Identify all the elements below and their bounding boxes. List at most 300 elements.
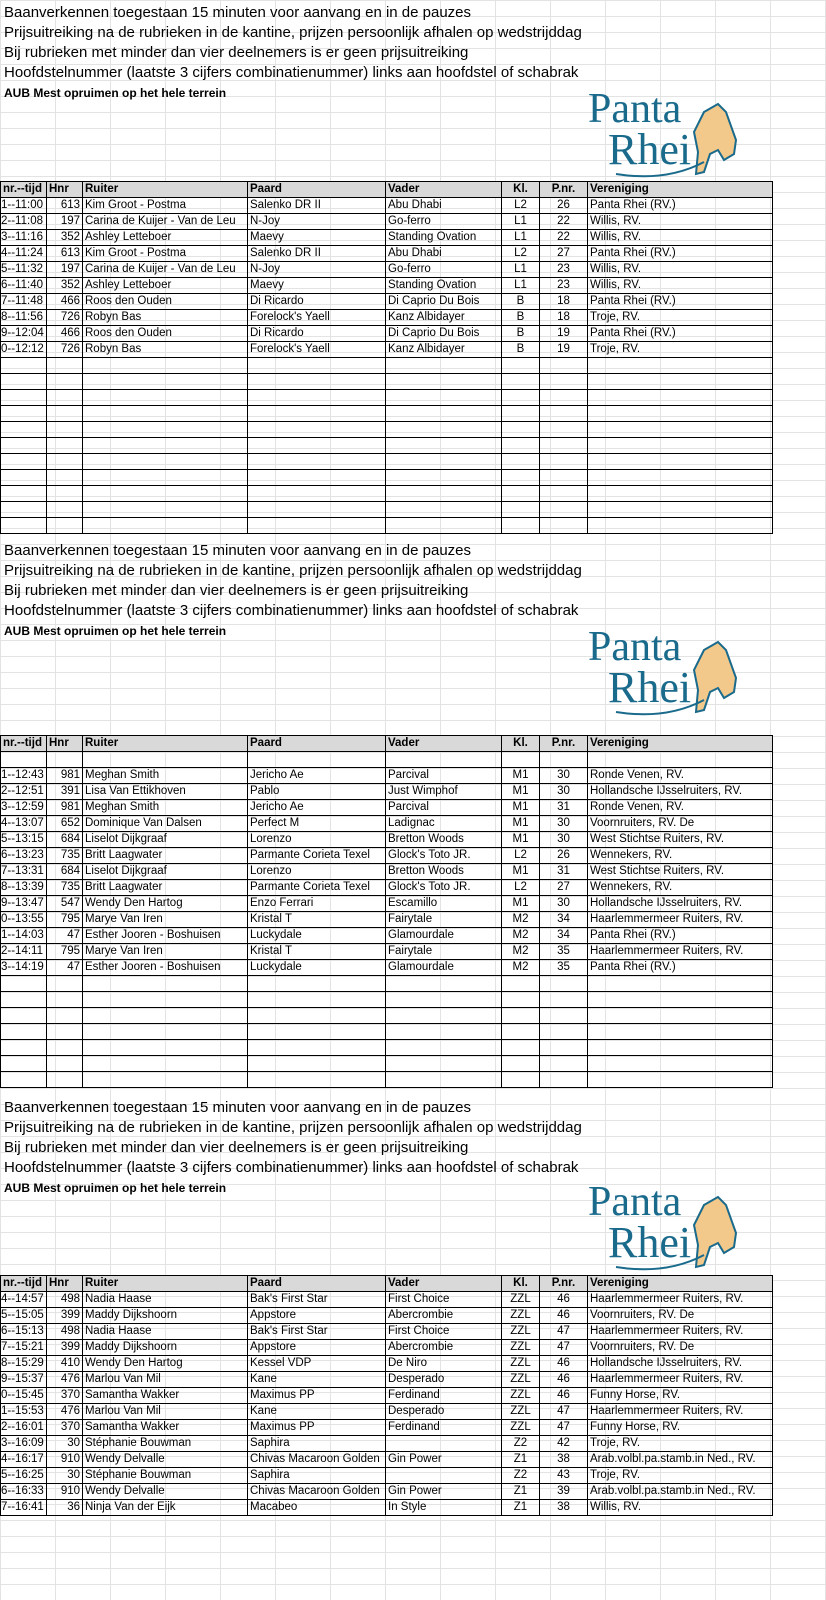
cell-vereniging: Troje, RV.	[588, 1468, 773, 1484]
cell-pnr: 30	[540, 784, 588, 800]
empty-row	[1, 358, 773, 374]
cell-nr-tijd: 0--15:45	[1, 1388, 47, 1404]
table-row	[1, 1372, 773, 1388]
empty-cell	[83, 1008, 248, 1024]
empty-cell	[540, 502, 588, 518]
table-row	[1, 230, 773, 246]
cell-paard: Parmante Corieta Texel	[248, 880, 386, 896]
cell-vader: Abu Dhabi	[386, 198, 502, 214]
empty-cell	[386, 502, 502, 518]
note-4: Hoofdstelnummer (laatste 3 cijfers combinatienummer) links aan hoofdstel of schabrak	[4, 1159, 579, 1176]
cell-ruiter: Kim Groot - Postma	[83, 246, 248, 262]
cell-hnr: 547	[47, 896, 83, 912]
cell-nr-tijd: 3--16:09	[1, 1436, 47, 1452]
empty-cell	[588, 1024, 773, 1040]
empty-cell	[1, 486, 47, 502]
empty-cell	[502, 1024, 540, 1040]
note-4: Hoofdstelnummer (laatste 3 cijfers combinatienummer) links aan hoofdstel of schabrak	[4, 602, 579, 619]
cell-paard: Lorenzo	[248, 832, 386, 848]
empty-cell	[502, 1072, 540, 1088]
cell-pnr: 30	[540, 832, 588, 848]
cell-hnr: 30	[47, 1436, 83, 1452]
cell-ruiter: Carina de Kuijer - Van de Leu	[83, 214, 248, 230]
section-3	[0, 1095, 826, 1600]
cell-vader: Kanz Albidayer	[386, 310, 502, 326]
cell-klasse: Z2	[502, 1468, 540, 1484]
cell-hnr: 30	[47, 1468, 83, 1484]
cell-pnr: 31	[540, 864, 588, 880]
cell-nr-tijd: 7--13:31	[1, 864, 47, 880]
cell-vader: In Style	[386, 1500, 502, 1516]
cell-vader: First Choice	[386, 1292, 502, 1308]
cell-vader: Standing Ovation	[386, 278, 502, 294]
empty-row	[1, 752, 773, 768]
empty-cell	[83, 752, 248, 768]
cell-ruiter: Wendy Delvalle	[83, 1452, 248, 1468]
cell-pnr: 27	[540, 246, 588, 262]
table-row	[1, 278, 773, 294]
empty-cell	[1, 438, 47, 454]
cell-klasse: M1	[502, 896, 540, 912]
empty-cell	[502, 470, 540, 486]
cell-pnr: 23	[540, 262, 588, 278]
empty-row	[1, 374, 773, 390]
note-2: Prijsuitreiking na de rubrieken in de kantine, prijzen persoonlijk afhalen op wedstrijddag	[4, 562, 582, 579]
cell-paard: Salenko DR II	[248, 246, 386, 262]
cell-vereniging: Willis, RV.	[588, 278, 773, 294]
cell-nr-tijd: 1--12:43	[1, 768, 47, 784]
cell-ruiter: Ashley Letteboer	[83, 230, 248, 246]
cell-klasse: ZZL	[502, 1420, 540, 1436]
note-3: Bij rubrieken met minder dan vier deelnemers is er geen prijsuitreiking	[4, 1139, 469, 1156]
cell-paard: Chivas Macaroon Golden	[248, 1484, 386, 1500]
cell-vader: Abercrombie	[386, 1340, 502, 1356]
cell-hnr: 476	[47, 1404, 83, 1420]
col-vader: Vader	[386, 1276, 502, 1292]
empty-cell	[83, 406, 248, 422]
cell-vereniging: Arab.volbl.pa.stamb.in Ned., RV.	[588, 1452, 773, 1468]
cell-paard: Enzo Ferrari	[248, 896, 386, 912]
empty-cell	[588, 502, 773, 518]
empty-cell	[83, 454, 248, 470]
cell-ruiter: Esther Jooren - Boshuisen	[83, 960, 248, 976]
cell-nr-tijd: 3--14:19	[1, 960, 47, 976]
cell-vader: Ferdinand	[386, 1420, 502, 1436]
cell-pnr: 18	[540, 310, 588, 326]
empty-cell	[248, 486, 386, 502]
cell-vereniging: Willis, RV.	[588, 262, 773, 278]
cell-ruiter: Stéphanie Bouwman	[83, 1468, 248, 1484]
logo-text-panta: Panta	[588, 624, 682, 670]
empty-cell	[588, 422, 773, 438]
cell-nr-tijd: 6--15:13	[1, 1324, 47, 1340]
cell-klasse: ZZL	[502, 1388, 540, 1404]
empty-cell	[1, 406, 47, 422]
empty-cell	[540, 486, 588, 502]
table-row	[1, 1324, 773, 1340]
empty-cell	[1, 1056, 47, 1072]
cell-vader: Di Caprio Du Bois	[386, 294, 502, 310]
cell-pnr: 18	[540, 294, 588, 310]
cell-vader: Fairytale	[386, 912, 502, 928]
cell-klasse: B	[502, 310, 540, 326]
empty-cell	[588, 1056, 773, 1072]
notice-bold: AUB Mest opruimen op het hele terrein	[4, 86, 227, 100]
cell-vereniging: West Stichtse Ruiters, RV.	[588, 832, 773, 848]
col-paard: Paard	[248, 736, 386, 752]
empty-cell	[588, 1008, 773, 1024]
empty-cell	[386, 470, 502, 486]
cell-paard: Saphira	[248, 1436, 386, 1452]
col-ruiter: Ruiter	[83, 182, 248, 198]
cell-ruiter: Ninja Van der Eijk	[83, 1500, 248, 1516]
cell-ruiter: Nadia Haase	[83, 1324, 248, 1340]
cell-vereniging: Panta Rhei (RV.)	[588, 960, 773, 976]
panta-rhei-logo	[586, 1175, 746, 1280]
cell-vereniging: Ronde Venen, RV.	[588, 768, 773, 784]
empty-cell	[83, 1056, 248, 1072]
col-klasse: Kl.	[502, 736, 540, 752]
cell-vader: Standing Ovation	[386, 230, 502, 246]
empty-row	[1, 470, 773, 486]
cell-nr-tijd: 1--11:00	[1, 198, 47, 214]
cell-vader: Bretton Woods	[386, 832, 502, 848]
empty-cell	[540, 406, 588, 422]
empty-row	[1, 1024, 773, 1040]
cell-vader: Glamourdale	[386, 928, 502, 944]
empty-cell	[248, 470, 386, 486]
cell-nr-tijd: 6--16:33	[1, 1484, 47, 1500]
cell-pnr: 39	[540, 1484, 588, 1500]
cell-pnr: 46	[540, 1292, 588, 1308]
table-row	[1, 848, 773, 864]
empty-cell	[502, 1008, 540, 1024]
cell-vereniging: Funny Horse, RV.	[588, 1420, 773, 1436]
empty-cell	[47, 518, 83, 534]
col-pnr: P.nr.	[540, 182, 588, 198]
cell-vereniging: Haarlemmermeer Ruiters, RV.	[588, 944, 773, 960]
cell-pnr: 22	[540, 214, 588, 230]
table-row	[1, 928, 773, 944]
cell-vereniging: West Stichtse Ruiters, RV.	[588, 864, 773, 880]
table-row	[1, 294, 773, 310]
empty-cell	[588, 518, 773, 534]
cell-ruiter: Samantha Wakker	[83, 1420, 248, 1436]
cell-ruiter: Robyn Bas	[83, 310, 248, 326]
empty-cell	[1, 358, 47, 374]
empty-cell	[248, 390, 386, 406]
empty-cell	[502, 1056, 540, 1072]
notice-bold: AUB Mest opruimen op het hele terrein	[4, 624, 227, 638]
empty-cell	[248, 374, 386, 390]
empty-cell	[1, 390, 47, 406]
table-row	[1, 1308, 773, 1324]
empty-cell	[248, 454, 386, 470]
cell-vereniging: Troje, RV.	[588, 310, 773, 326]
table-row	[1, 1420, 773, 1436]
empty-cell	[248, 1072, 386, 1088]
cell-ruiter: Dominique Van Dalsen	[83, 816, 248, 832]
empty-cell	[386, 390, 502, 406]
empty-row	[1, 502, 773, 518]
table-row	[1, 1292, 773, 1308]
cell-pnr: 22	[540, 230, 588, 246]
cell-hnr: 410	[47, 1356, 83, 1372]
cell-vader: Ladignac	[386, 816, 502, 832]
cell-hnr: 498	[47, 1324, 83, 1340]
empty-cell	[540, 1056, 588, 1072]
cell-hnr: 476	[47, 1372, 83, 1388]
note-3: Bij rubrieken met minder dan vier deelnemers is er geen prijsuitreiking	[4, 582, 469, 599]
empty-cell	[502, 438, 540, 454]
col-vereniging: Vereniging	[588, 1276, 773, 1292]
note-1: Baanverkennen toegestaan 15 minuten voor aanvang en in de pauzes	[4, 4, 472, 21]
empty-cell	[540, 374, 588, 390]
empty-cell	[1, 1072, 47, 1088]
cell-vader: Gin Power	[386, 1484, 502, 1500]
empty-cell	[588, 976, 773, 992]
empty-cell	[83, 486, 248, 502]
cell-ruiter: Marye Van Iren	[83, 912, 248, 928]
cell-vereniging: Panta Rhei (RV.)	[588, 928, 773, 944]
cell-vader: De Niro	[386, 1356, 502, 1372]
cell-vereniging: Troje, RV.	[588, 342, 773, 358]
empty-cell	[47, 470, 83, 486]
cell-pnr: 38	[540, 1500, 588, 1516]
empty-cell	[540, 358, 588, 374]
cell-klasse: ZZL	[502, 1324, 540, 1340]
cell-ruiter: Esther Jooren - Boshuisen	[83, 928, 248, 944]
cell-paard: Saphira	[248, 1468, 386, 1484]
cell-nr-tijd: 4--13:07	[1, 816, 47, 832]
table-row	[1, 960, 773, 976]
schedule-table-2	[0, 735, 773, 1088]
cell-ruiter: Britt Laagwater	[83, 848, 248, 864]
cell-klasse: L2	[502, 198, 540, 214]
cell-vereniging: Arab.volbl.pa.stamb.in Ned., RV.	[588, 1484, 773, 1500]
empty-row	[1, 406, 773, 422]
cell-vader: Desperado	[386, 1404, 502, 1420]
table-row	[1, 784, 773, 800]
cell-pnr: 19	[540, 326, 588, 342]
cell-nr-tijd: 2--11:08	[1, 214, 47, 230]
empty-cell	[1, 976, 47, 992]
cell-vader: Fairytale	[386, 944, 502, 960]
cell-pnr: 26	[540, 198, 588, 214]
empty-cell	[1, 374, 47, 390]
table-row	[1, 816, 773, 832]
cell-klasse: L1	[502, 262, 540, 278]
schedule-table-3	[0, 1275, 773, 1516]
cell-hnr: 47	[47, 928, 83, 944]
cell-nr-tijd: 0--13:55	[1, 912, 47, 928]
table-header	[1, 1276, 773, 1292]
cell-klasse: B	[502, 326, 540, 342]
cell-paard: Di Ricardo	[248, 326, 386, 342]
cell-nr-tijd: 5--15:05	[1, 1308, 47, 1324]
cell-paard: Jericho Ae	[248, 768, 386, 784]
empty-cell	[386, 374, 502, 390]
cell-nr-tijd: 7--16:41	[1, 1500, 47, 1516]
empty-cell	[540, 1024, 588, 1040]
cell-nr-tijd: 2--16:01	[1, 1420, 47, 1436]
cell-vader: Ferdinand	[386, 1388, 502, 1404]
empty-cell	[588, 752, 773, 768]
cell-pnr: 46	[540, 1388, 588, 1404]
empty-cell	[386, 1056, 502, 1072]
table-row	[1, 832, 773, 848]
cell-ruiter: Wendy Den Hartog	[83, 896, 248, 912]
cell-vereniging: Willis, RV.	[588, 1500, 773, 1516]
empty-cell	[47, 438, 83, 454]
cell-pnr: 34	[540, 928, 588, 944]
cell-paard: Appstore	[248, 1308, 386, 1324]
empty-cell	[540, 1040, 588, 1056]
col-pnr: P.nr.	[540, 1276, 588, 1292]
cell-paard: Bak's First Star	[248, 1292, 386, 1308]
cell-paard: Kessel VDP	[248, 1356, 386, 1372]
empty-cell	[588, 406, 773, 422]
cell-ruiter: Marlou Van Mil	[83, 1404, 248, 1420]
cell-vereniging: Hollandsche IJsselruiters, RV.	[588, 784, 773, 800]
cell-klasse: M2	[502, 928, 540, 944]
table-row	[1, 864, 773, 880]
cell-hnr: 910	[47, 1452, 83, 1468]
cell-vereniging: Panta Rhei (RV.)	[588, 326, 773, 342]
section-1	[0, 0, 826, 540]
logo-text-panta: Panta	[588, 1179, 682, 1225]
empty-cell	[540, 1008, 588, 1024]
cell-nr-tijd: 2--12:51	[1, 784, 47, 800]
cell-vereniging: Hollandsche IJsselruiters, RV.	[588, 896, 773, 912]
cell-paard: Chivas Macaroon Golden	[248, 1452, 386, 1468]
table-header	[1, 736, 773, 752]
empty-cell	[386, 406, 502, 422]
note-1: Baanverkennen toegestaan 15 minuten voor aanvang en in de pauzes	[4, 1099, 472, 1116]
empty-cell	[386, 422, 502, 438]
empty-cell	[83, 422, 248, 438]
empty-cell	[248, 502, 386, 518]
cell-paard: Lorenzo	[248, 864, 386, 880]
empty-cell	[502, 406, 540, 422]
empty-row	[1, 390, 773, 406]
empty-cell	[386, 1072, 502, 1088]
empty-cell	[502, 976, 540, 992]
cell-nr-tijd: 7--11:48	[1, 294, 47, 310]
empty-cell	[248, 406, 386, 422]
cell-vader: Glock's Toto JR.	[386, 848, 502, 864]
cell-vereniging: Haarlemmermeer Ruiters, RV.	[588, 1324, 773, 1340]
empty-cell	[248, 422, 386, 438]
table-header	[1, 182, 773, 198]
empty-cell	[386, 976, 502, 992]
empty-cell	[502, 1040, 540, 1056]
cell-hnr: 399	[47, 1308, 83, 1324]
cell-vader: Di Caprio Du Bois	[386, 326, 502, 342]
cell-vader: Bretton Woods	[386, 864, 502, 880]
cell-nr-tijd: 6--11:40	[1, 278, 47, 294]
col-ruiter: Ruiter	[83, 736, 248, 752]
empty-cell	[540, 454, 588, 470]
empty-cell	[1, 992, 47, 1008]
empty-cell	[386, 518, 502, 534]
cell-hnr: 197	[47, 262, 83, 278]
logo-text-rhei: Rhei	[608, 1218, 692, 1267]
cell-ruiter: Nadia Haase	[83, 1292, 248, 1308]
empty-cell	[540, 518, 588, 534]
cell-paard: Appstore	[248, 1340, 386, 1356]
empty-cell	[502, 390, 540, 406]
empty-cell	[540, 438, 588, 454]
cell-klasse: L1	[502, 214, 540, 230]
empty-cell	[502, 486, 540, 502]
cell-paard: N-Joy	[248, 214, 386, 230]
cell-klasse: M1	[502, 800, 540, 816]
col-vereniging: Vereniging	[588, 736, 773, 752]
cell-nr-tijd: 8--11:56	[1, 310, 47, 326]
table-row	[1, 1452, 773, 1468]
cell-vader: Glamourdale	[386, 960, 502, 976]
cell-paard: Forelock's Yaell	[248, 310, 386, 326]
note-1: Baanverkennen toegestaan 15 minuten voor aanvang en in de pauzes	[4, 542, 472, 559]
table-row	[1, 262, 773, 278]
empty-cell	[47, 486, 83, 502]
cell-hnr: 466	[47, 294, 83, 310]
cell-nr-tijd: 7--15:21	[1, 1340, 47, 1356]
empty-cell	[1, 752, 47, 768]
cell-paard: Kane	[248, 1372, 386, 1388]
cell-ruiter: Wendy Den Hartog	[83, 1356, 248, 1372]
cell-vereniging: Troje, RV.	[588, 1436, 773, 1452]
empty-cell	[83, 390, 248, 406]
cell-nr-tijd: 1--14:03	[1, 928, 47, 944]
empty-cell	[540, 1072, 588, 1088]
cell-nr-tijd: 8--13:39	[1, 880, 47, 896]
cell-vereniging: Voornruiters, RV. De	[588, 1340, 773, 1356]
cell-hnr: 466	[47, 326, 83, 342]
table-row	[1, 880, 773, 896]
col-vader: Vader	[386, 182, 502, 198]
empty-cell	[386, 1008, 502, 1024]
cell-vereniging: Haarlemmermeer Ruiters, RV.	[588, 912, 773, 928]
table-row	[1, 912, 773, 928]
empty-cell	[47, 752, 83, 768]
cell-klasse: B	[502, 294, 540, 310]
cell-pnr: 34	[540, 912, 588, 928]
empty-cell	[1, 518, 47, 534]
note-3: Bij rubrieken met minder dan vier deelnemers is er geen prijsuitreiking	[4, 44, 469, 61]
cell-vereniging: Willis, RV.	[588, 214, 773, 230]
cell-paard: Salenko DR II	[248, 198, 386, 214]
cell-vereniging: Hollandsche IJsselruiters, RV.	[588, 1356, 773, 1372]
cell-ruiter: Liselot Dijkgraaf	[83, 832, 248, 848]
cell-nr-tijd: 5--13:15	[1, 832, 47, 848]
table-row	[1, 214, 773, 230]
empty-cell	[47, 406, 83, 422]
empty-row	[1, 1056, 773, 1072]
cell-hnr: 613	[47, 198, 83, 214]
table-row	[1, 896, 773, 912]
cell-paard: Di Ricardo	[248, 294, 386, 310]
cell-pnr: 30	[540, 816, 588, 832]
cell-klasse: M1	[502, 784, 540, 800]
empty-cell	[588, 992, 773, 1008]
empty-row	[1, 486, 773, 502]
cell-pnr: 47	[540, 1420, 588, 1436]
empty-cell	[1, 1040, 47, 1056]
cell-ruiter: Liselot Dijkgraaf	[83, 864, 248, 880]
cell-klasse: ZZL	[502, 1372, 540, 1388]
